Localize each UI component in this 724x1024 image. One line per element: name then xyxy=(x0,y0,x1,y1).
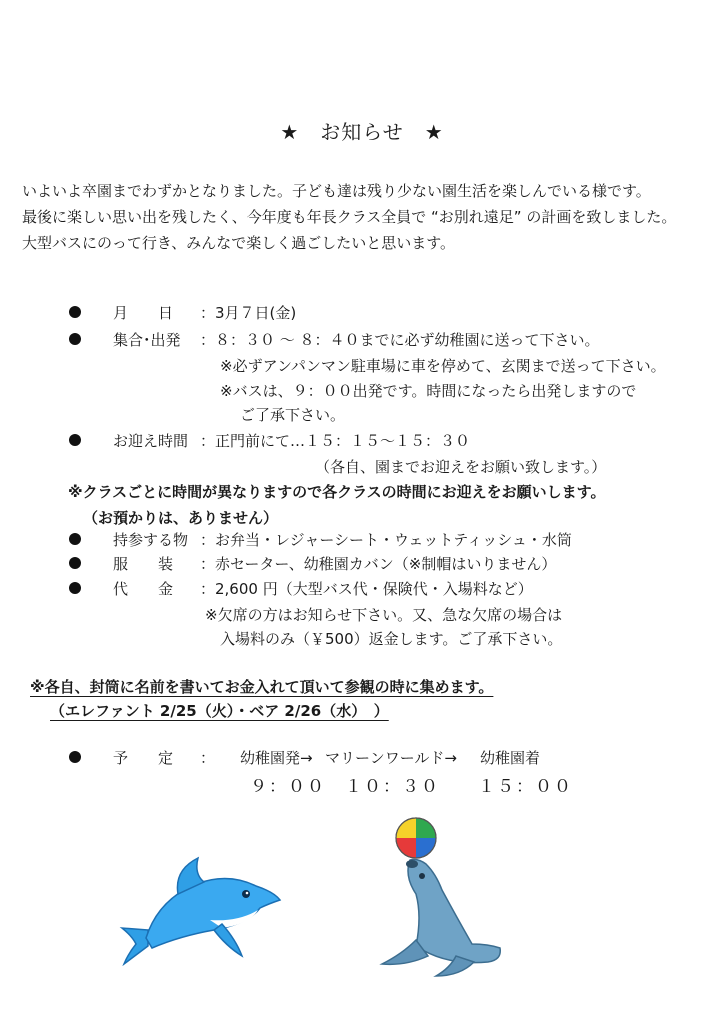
schedule-stop-2: マリーンワールド→ xyxy=(325,749,457,767)
clothes-value: ：赤セーター、幼稚園カバン（※制帽はいりません） xyxy=(200,555,557,573)
schedule-time-2: １０：３０ xyxy=(345,777,440,797)
schedule-time-1: ９：００ xyxy=(250,777,326,797)
items-value: ：お弁当・レジャーシート・ウェットティッシュ・水筒 xyxy=(200,531,572,549)
schedule-time-3: １５：００ xyxy=(478,777,573,797)
intro-line-3: 大型バスにのって行き、みんなで楽しく過ごしたいと思います。 xyxy=(22,234,456,252)
bullet-icon xyxy=(69,306,81,318)
date-value: ：3月７日(金) xyxy=(200,304,297,322)
fee-note-2: 入場料のみ（￥500）返金します。ご了承下さい。 xyxy=(220,630,563,648)
no-childcare-note: （お預かりは、ありません） xyxy=(83,509,279,527)
bullet-icon xyxy=(69,751,81,763)
intro-line-1: いよいよ卒園までわずかとなりました。子ども達は残り少ない園生活を楽しんでいる様です。 xyxy=(22,182,651,200)
fee-note-1: ※欠席の方はお知らせ下さい。又、急な欠席の場合は xyxy=(205,606,563,624)
envelope-note: ※各自、封筒に名前を書いてお金入れて頂いて参観の時に集めます。 xyxy=(30,678,494,696)
items-label: 持参する物 xyxy=(113,531,189,549)
intro-line-2: 最後に楽しい思い出を残したく、今年度も年長クラス全員で “お別れ遠足” の計画を致しました。 xyxy=(22,208,677,226)
schedule-colon: ： xyxy=(200,749,216,767)
schedule-stop-1: 幼稚園発→ xyxy=(240,749,313,767)
bullet-icon xyxy=(69,333,81,345)
gather-note-1: ※必ずアンパンマン駐車場に車を停めて、玄関まで送って下さい。 xyxy=(220,357,666,375)
envelope-dates: （エレファント 2/25（火）・ベア 2/26（水） ） xyxy=(50,702,389,720)
fee-label: 代 金 xyxy=(113,580,174,598)
gather-value: ：８：３０ ～ ８：４０までに必ず幼稚園に送って下さい。 xyxy=(200,331,600,349)
dolphin-icon xyxy=(118,850,288,966)
sea-lion-with-ball-icon xyxy=(376,816,506,980)
bullet-icon xyxy=(69,557,81,569)
page-title: ★ お知らせ ★ xyxy=(280,120,444,144)
pickup-value: ：正門前にて…１５：１５～１５：３０ xyxy=(200,432,471,450)
bullet-icon xyxy=(69,582,81,594)
pickup-note: （各自、園までお迎えをお願い致します。） xyxy=(315,458,607,476)
gather-note-2: ※バスは、９：００出発です。時間になったら出発しますので xyxy=(220,382,637,400)
gather-label: 集合･出発 xyxy=(113,331,181,349)
bullet-icon xyxy=(69,434,81,446)
fee-value: ：2,600 円（大型バス代・保険代・入場料など） xyxy=(200,580,533,598)
schedule-stop-3: 幼稚園着 xyxy=(480,749,541,767)
class-note: ※クラスごとに時間が異なりますので各クラスの時間にお迎えをお願いします。 xyxy=(68,483,606,501)
gather-note-3: ご了承下さい。 xyxy=(240,406,346,424)
date-label: 月 日 xyxy=(113,304,174,322)
schedule-label: 予 定 xyxy=(113,749,174,767)
pickup-label: お迎え時間 xyxy=(113,432,189,450)
bullet-icon xyxy=(69,533,81,545)
clothes-label: 服 装 xyxy=(113,555,174,573)
